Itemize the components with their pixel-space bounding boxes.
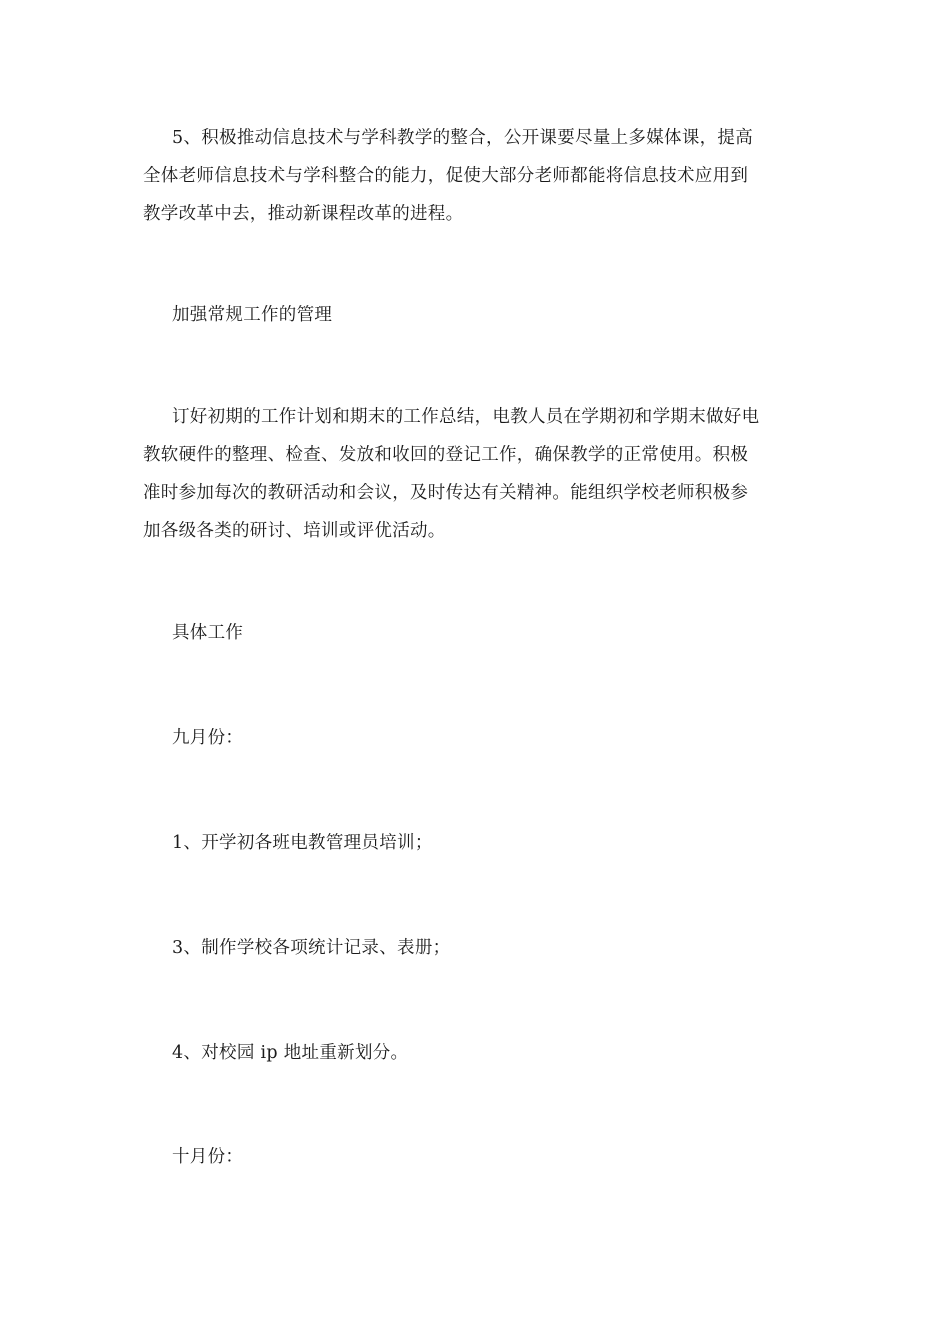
paragraph-line: 订好初期的工作计划和期末的工作总结，电教人员在学期初和学期末做好电 <box>172 407 760 427</box>
list-item-4 <box>143 1034 807 1072</box>
month-text: 十月份： <box>172 1147 244 1167</box>
paragraph-line: 5、积极推动信息技术与学科教学的整合，公开课要尽量上多媒体课，提高 <box>172 128 754 148</box>
paragraph-line: 全体老师信息技术与学科整合的能力，促使大部分老师都能将信息技术应用到 <box>143 166 749 186</box>
month-heading-september <box>143 719 807 757</box>
list-item-text: 1、开学初各班电教管理员培训； <box>172 833 433 853</box>
list-item-text: 3、制作学校各项统计记录、表册； <box>172 938 451 958</box>
list-item-3 <box>143 929 807 967</box>
month-heading-october <box>143 1138 807 1176</box>
heading-text: 具体工作 <box>172 623 244 643</box>
list-item-text: 4、对校园 ip 地址重新划分。 <box>172 1043 409 1063</box>
list-item-1 <box>143 824 807 862</box>
paragraph-line: 准时参加每次的教研活动和会议，及时传达有关精神。能组织学校老师积极参 <box>143 483 749 503</box>
paragraph-multimedia-integration <box>143 119 807 233</box>
month-text: 九月份： <box>172 728 244 748</box>
section-heading-routine-management <box>143 296 807 334</box>
heading-text: 加强常规工作的管理 <box>172 305 333 325</box>
paragraph-line: 加各级各类的研讨、培训或评优活动。 <box>143 521 446 541</box>
paragraph-line: 教软硬件的整理、检查、发放和收回的登记工作，确保教学的正常使用。积极 <box>143 445 749 465</box>
paragraph-routine-work <box>143 398 807 550</box>
paragraph-line: 教学改革中去，推动新课程改革的进程。 <box>143 204 464 224</box>
section-heading-specific-work <box>143 614 807 652</box>
